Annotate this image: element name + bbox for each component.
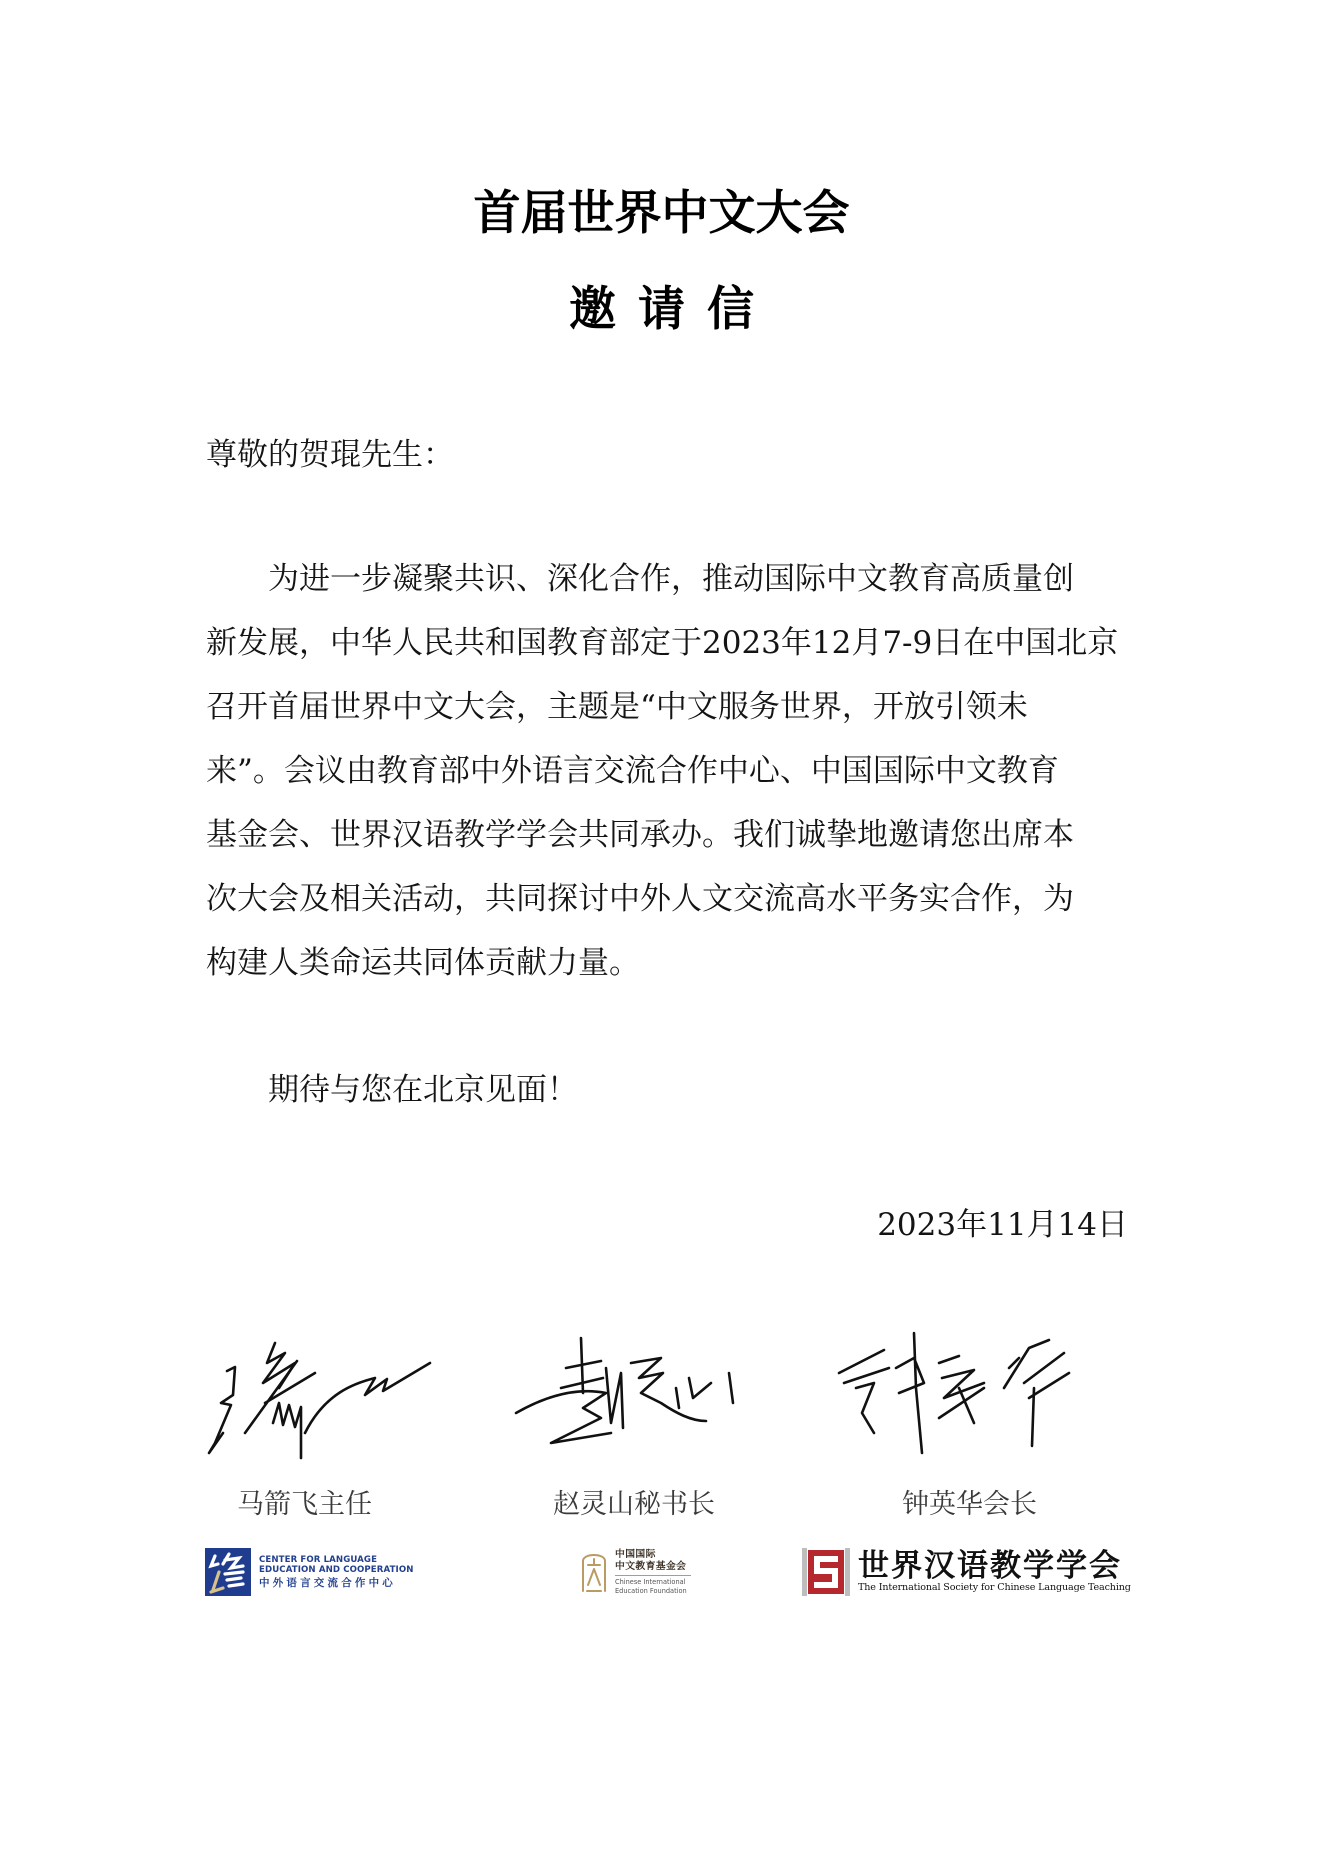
- body-line: 新发展，中华人民共和国教育部定于2023年12月7-9日在中国北京: [206, 625, 1119, 661]
- body-line: 构建人类命运共同体贡献力量。: [206, 945, 640, 981]
- logo-chinese-international-education-foundation: [579, 1548, 691, 1596]
- cief-english-name: Education Foundation: [615, 1586, 687, 1595]
- body-line: 次大会及相关活动，共同探讨中外人文交流高水平务实合作，为: [206, 881, 1074, 917]
- subtitle-char: 信: [707, 282, 754, 337]
- body-line: 来”。会议由教育部中外语言交流合作中心、中国国际中文教育: [206, 753, 1059, 789]
- clec-chinese-name: 中外语言交流合作中心: [259, 1576, 396, 1589]
- signatory-title: 马箭飞主任: [237, 1489, 372, 1520]
- subtitle-char: 请: [638, 282, 685, 337]
- body-line: 召开首届世界中文大会，主题是“中文服务世界，开放引领未: [206, 689, 1028, 725]
- logo-center-for-language-education-and-cooperation: [205, 1548, 414, 1596]
- document-subtitle: [0, 282, 1323, 338]
- clec-emblem-icon: [205, 1548, 251, 1596]
- closing-line: 期待与您在北京见面！: [268, 1072, 578, 1108]
- cief-emblem-icon: [579, 1549, 609, 1595]
- document-title: 首届世界中文大会: [473, 186, 850, 241]
- divider: [615, 1575, 691, 1576]
- handwritten-signature-zhong-yinghua-icon: [834, 1328, 1079, 1460]
- signatory-title: 钟英华会长: [902, 1489, 1037, 1520]
- body-line: 为进一步凝聚共识、深化合作，推动国际中文教育高质量创: [268, 561, 1074, 597]
- istcsl-emblem-icon: [802, 1548, 850, 1596]
- logo-international-society-for-chinese-language-teaching: [802, 1548, 1131, 1596]
- handwritten-signature-ma-jianfei-icon: [205, 1333, 440, 1463]
- istcsl-english-name: The International Society for Chinese Language Teaching: [858, 1582, 1131, 1593]
- istcsl-chinese-name: 世界汉语教学学会: [858, 1548, 1122, 1584]
- body-paragraph: [206, 547, 1136, 995]
- cief-chinese-name: 中国国际: [615, 1549, 656, 1560]
- handwritten-signature-zhao-lingshan-icon: [511, 1333, 746, 1458]
- cief-english-name: Chinese International: [615, 1578, 686, 1586]
- cief-chinese-name: 中文教育基金会: [615, 1561, 687, 1572]
- salutation: 尊敬的贺琨先生：: [206, 437, 454, 473]
- subtitle-char: 邀: [569, 282, 616, 337]
- clec-english-name: CENTER FOR LANGUAGE: [259, 1554, 378, 1565]
- clec-english-name: EDUCATION AND COOPERATION: [259, 1564, 414, 1575]
- signatory-title: 赵灵山秘书长: [553, 1489, 715, 1520]
- body-line: 基金会、世界汉语教学学会共同承办。我们诚挚地邀请您出席本: [206, 817, 1074, 853]
- letter-date: 2023年11月14日: [877, 1207, 1128, 1243]
